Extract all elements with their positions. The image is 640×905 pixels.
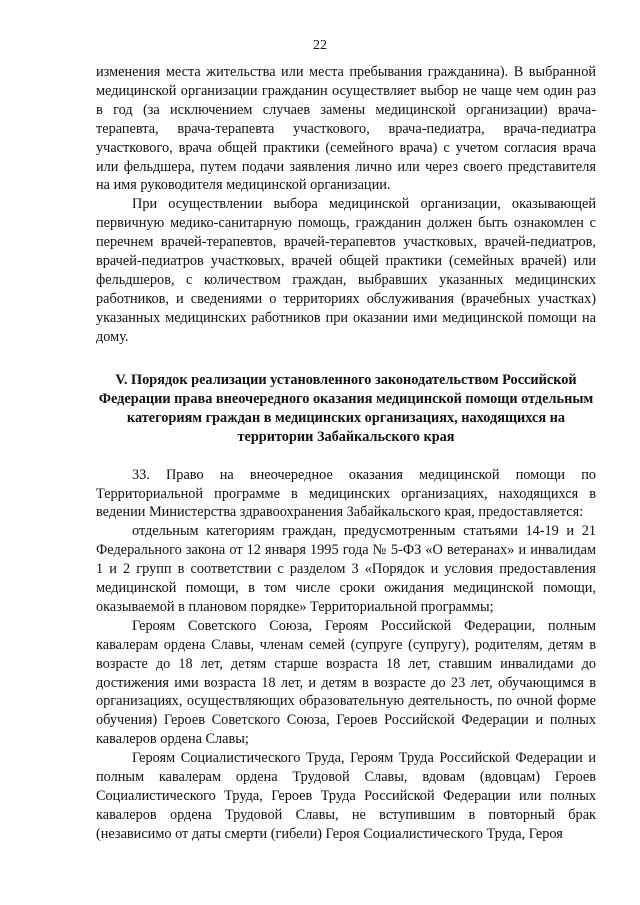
- paragraph-heroes-ussr: Героям Советского Союза, Героям Российской Федерации, полным кавалерам ордена Славы, членам семей (супруге (супругу), родителям, детям в возрасте до 18 лет, детям старше возраста 18 лет, ставшим инвалидами до достижения ими возраста 18 лет, и детям в возрасте до 23 лет, обучающимся в организациях, осуществляющих образовательную деятельность, по очной форме обучения) Героев Советского Союза, Героев Российской Федерации и полных кавалеров ордена Славы;: [96, 617, 596, 748]
- section-heading: V. Порядок реализации установленного законодательством Российской Федерации права внеочередного оказания медицинской помощи отдельным категориям граждан в медицинских организациях, находящихся на территории Забайкальского края: [98, 371, 594, 445]
- paragraph-heroes-labor: Героям Социалистического Труда, Героям Труда Российской Федерации и полным кавалерам ордена Трудовой Славы, вдовам (вдовцам) Героев Социалистического Труда, Героев Труда Российской Федерации или полных кавалеров ордена Трудовой Славы, не вступившим в повторный брак (независимо от даты смерти (гибели) Героя Социалистического Труда, Героя: [96, 750, 596, 842]
- paragraph-selection-info: При осуществлении выбора медицинской организации, оказывающей первичную медико-санитарную помощь, гражданин должен быть ознакомлен с перечнем врачей-терапевтов, врачей-терапевтов участковых, врачей-педиатров, врачей-педиатров участковых, врачей общей практики (семейных врачей) или фельдшеров, с количеством граждан, выбравших указанных медицинских работников, и сведениями о территориях обслуживания (врачебных участках) указанных медицинских работников при оказании ими медицинской помощи на дому.: [96, 196, 596, 345]
- paragraph-continued: изменения места жительства или места пребывания гражданина). В выбранной медицинской организации гражданин осуществляет выбор не чаще чем один раз в год (за исключением случаев замены медицинской организации) врача-терапевта, врача-терапевта участкового, врача-педиатра, врача-педиатра участкового, врача общей практики (семейного врача) с учетом согласия врача или фельдшера, путем подачи заявления лично или через своего представителя на имя руководителя медицинской организации.: [96, 64, 596, 194]
- page-number: 22: [313, 38, 327, 53]
- page-content: [96, 63, 596, 844]
- paragraph-veterans: отдельным категориям граждан, предусмотренным статьями 14-19 и 21 Федерального закона от 12 января 1995 года № 5-ФЗ «О ветеранах» и инвалидам 1 и 2 групп в соответствии с разделом 3 «Порядок и условия предоставления медицинской помощи, в том числе сроки ожидания медицинской помощи, оказываемой в плановом порядке» Территориальной программы;: [96, 523, 596, 615]
- paragraph-item-33: 33. Право на внеочередное оказания медицинской помощи по Территориальной программе в медицинских организациях, находящихся в ведении Министерства здравоохранения Забайкальского края, предоставляется:: [96, 466, 596, 521]
